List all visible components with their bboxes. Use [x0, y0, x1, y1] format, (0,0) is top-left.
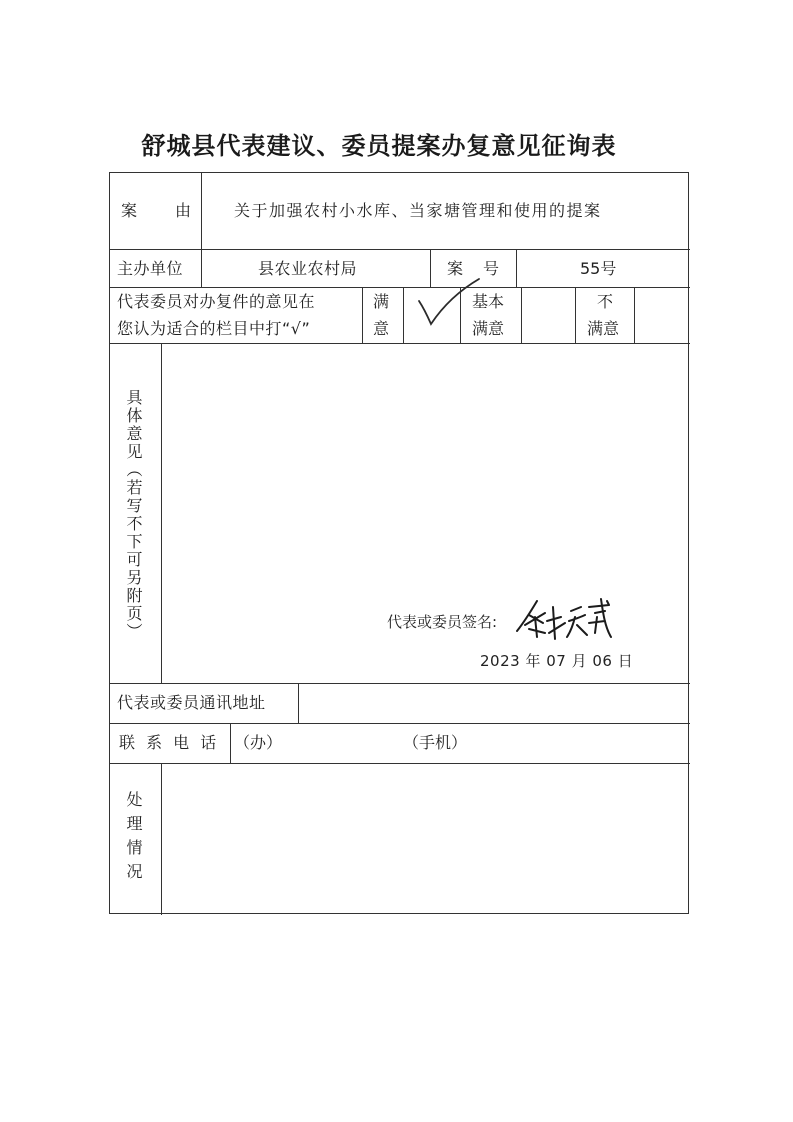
satisfied-label-line1: 满 — [373, 292, 390, 311]
unsatisfied-label-line1: 不 — [597, 292, 614, 311]
opinion-prompt-line2: 您认为适合的栏目中打“√” — [117, 319, 311, 338]
satisfied-label-line2: 意 — [373, 319, 390, 338]
details-label: 具体意见（若写不下可另附页） — [124, 389, 143, 641]
column-divider — [516, 249, 517, 287]
case-reason-label-a: 案 — [121, 201, 138, 220]
basic-satisfied-label-line1: 基本 — [472, 292, 505, 311]
signature-label: 代表或委员签名: — [387, 613, 498, 631]
case-no-value: 55号 — [580, 259, 617, 278]
column-divider — [201, 173, 202, 287]
case-no-label-b: 号 — [483, 259, 500, 278]
signature-image — [515, 593, 615, 643]
feedback-form — [109, 172, 689, 914]
mobile-phone-field[interactable] — [475, 724, 689, 762]
unsatisfied-label-line2: 满意 — [587, 319, 620, 338]
address-field[interactable] — [300, 684, 689, 722]
handling-input-area[interactable] — [162, 764, 689, 914]
host-unit-label: 主办单位 — [117, 259, 184, 278]
case-reason-label-b: 由 — [175, 201, 192, 220]
satisfied-checkbox[interactable] — [403, 287, 460, 343]
office-phone-label: （办） — [234, 733, 283, 752]
case-no-label-a: 案 — [447, 259, 464, 278]
column-divider — [575, 287, 576, 343]
office-phone-field[interactable] — [286, 724, 402, 762]
host-unit-value: 县农业农村局 — [258, 259, 358, 278]
row-divider — [110, 287, 690, 288]
column-divider — [362, 287, 363, 343]
checkmark-icon — [403, 269, 483, 329]
handling-label: 处理情况 — [124, 791, 143, 887]
basic-satisfied-checkbox[interactable] — [521, 287, 575, 343]
column-divider — [298, 683, 299, 723]
opinion-prompt-line1: 代表委员对办复件的意见在 — [117, 292, 316, 311]
basic-satisfied-label-line2: 满意 — [472, 319, 505, 338]
mobile-phone-label: （手机） — [403, 733, 468, 752]
address-label: 代表或委员通讯地址 — [117, 693, 266, 712]
unsatisfied-checkbox[interactable] — [634, 287, 690, 343]
signature-date: 2023 年 07 月 06 日 — [480, 652, 634, 670]
phone-label: 联 系 电 话 — [119, 733, 220, 752]
row-divider — [110, 249, 690, 250]
case-reason-value: 关于加强农村小水库、当家塘管理和使用的提案 — [234, 201, 602, 220]
column-divider — [230, 723, 231, 763]
form-title: 舒城县代表建议、委员提案办复意见征询表 — [141, 132, 617, 160]
